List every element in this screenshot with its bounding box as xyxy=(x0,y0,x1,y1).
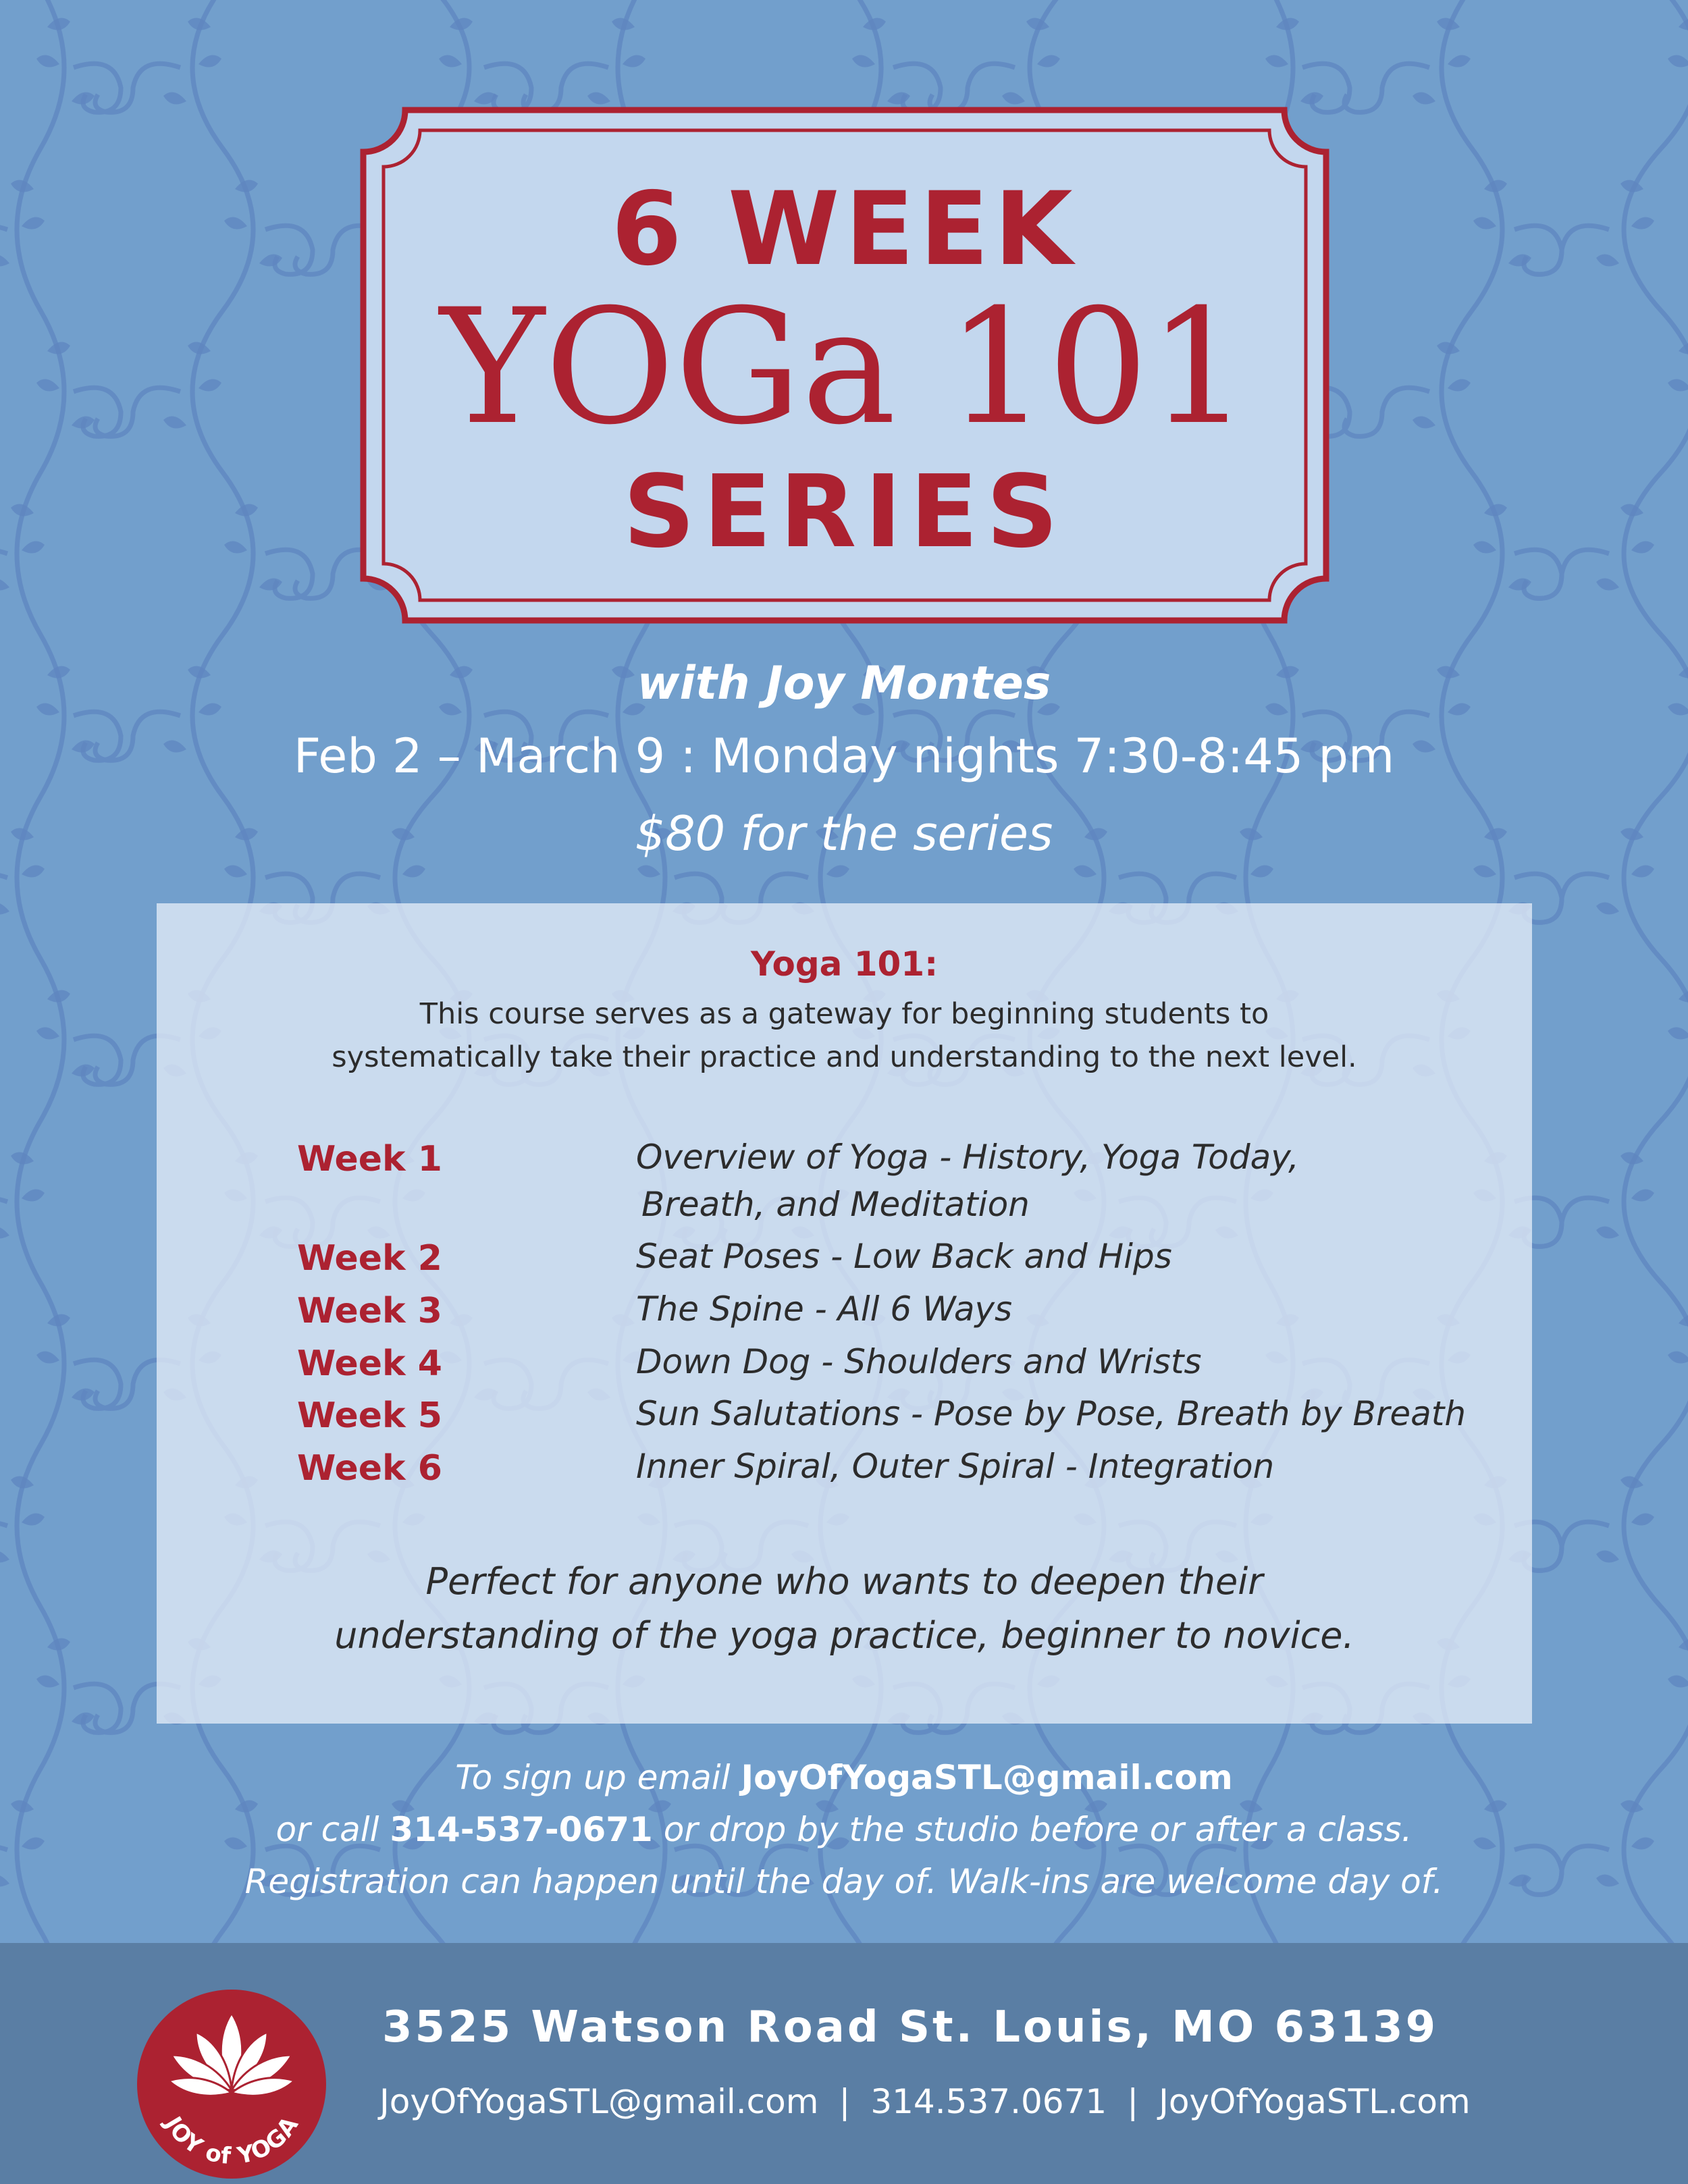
vine-leaf xyxy=(1437,342,1460,354)
vine-curl xyxy=(1344,388,1429,436)
vine-leaf xyxy=(1002,92,1025,105)
vine-leaf xyxy=(72,417,95,429)
vine-curl xyxy=(95,63,180,112)
vine-leaf xyxy=(1596,1227,1619,1239)
week-row-2 xyxy=(297,1232,1512,1285)
logo-text: JOY of YOGA xyxy=(159,2111,305,2170)
vine-leaf xyxy=(1413,417,1435,429)
week-topic: Overview of Yoga - History, Yoga Today, xyxy=(636,1138,1299,1177)
vine-leaf xyxy=(637,865,660,878)
vine-leaf xyxy=(1484,180,1507,192)
vine-leaf xyxy=(22,541,45,554)
signup-call-prefix: or call xyxy=(275,1810,390,1849)
vine-leaf xyxy=(852,55,875,68)
vine-leaf xyxy=(1631,541,1654,554)
vine-leaf xyxy=(0,579,9,591)
vine-curl xyxy=(0,874,7,922)
vine-leaf xyxy=(587,92,610,105)
vine-leaf xyxy=(623,55,645,68)
vine-curl xyxy=(1524,225,1609,274)
schedule-line: Feb 2 – March 9 : Monday nights 7:30-8:45 pm xyxy=(293,728,1395,784)
vine-leaf xyxy=(1448,55,1471,68)
vine-leaf xyxy=(11,504,34,516)
vine-leaf xyxy=(0,255,9,267)
vine-leaf xyxy=(1668,55,1688,68)
signup-call-suffix: or drop by the studio before or after a class. xyxy=(652,1810,1413,1849)
vine-leaf xyxy=(235,504,258,516)
week-row-6 xyxy=(297,1442,1512,1495)
vine-leaf xyxy=(1631,217,1654,230)
footer-bar xyxy=(0,1943,1688,2184)
vine-leaf xyxy=(1437,18,1460,30)
vine-leaf xyxy=(11,1152,34,1165)
course-description xyxy=(157,992,1532,1079)
vine-leaf xyxy=(1026,18,1049,30)
vine-leaf xyxy=(1596,1551,1619,1563)
week-label: Week 5 xyxy=(297,1395,442,1436)
vine-leaf xyxy=(1250,865,1273,878)
vine-curl xyxy=(0,1198,7,1246)
vine-leaf xyxy=(224,865,247,878)
vine-leaf xyxy=(199,55,221,68)
vine-leaf xyxy=(224,217,247,230)
vine-curl xyxy=(1344,63,1429,112)
vine-leaf xyxy=(1484,504,1507,516)
price-line: $80 for the series xyxy=(635,806,1053,861)
vine-leaf xyxy=(1473,541,1496,554)
vine-leaf xyxy=(612,18,635,30)
vine-leaf xyxy=(1631,865,1654,878)
course-closing-text xyxy=(157,1555,1532,1663)
vine-leaf xyxy=(1508,255,1531,267)
vine-leaf xyxy=(1620,180,1643,192)
vine-leaf xyxy=(188,342,211,354)
week-label: Week 3 xyxy=(297,1291,442,1331)
vine-leaf xyxy=(72,1713,95,1725)
week-label: Week 4 xyxy=(297,1343,442,1384)
week-row-5 xyxy=(297,1389,1512,1442)
instructor-line: with Joy Montes xyxy=(637,657,1051,710)
signup-phone-link[interactable]: 314-537-0671 xyxy=(390,1810,653,1849)
studio-address: 3525 Watson Road St. Louis, MO 63139 xyxy=(382,2002,1439,2052)
vine-leaf xyxy=(1668,1028,1688,1040)
vine-leaf xyxy=(47,342,70,354)
signup-email-link[interactable]: JoyOfYogaSTL@gmail.com xyxy=(741,1758,1233,1797)
vine-leaf xyxy=(47,18,70,30)
vine-curl xyxy=(1524,874,1609,922)
vine-leaf xyxy=(1473,865,1496,878)
vine-leaf xyxy=(1413,92,1435,105)
week-topic-continued: Breath, and Meditation xyxy=(641,1185,1030,1224)
week-row-1-continued xyxy=(297,1180,1512,1233)
vine-leaf xyxy=(1508,579,1531,591)
vine-curl xyxy=(265,550,313,598)
vine-stem xyxy=(1624,0,1688,1944)
week-row-4 xyxy=(297,1337,1512,1390)
vine-leaf xyxy=(259,579,282,591)
vine-leaf xyxy=(11,1476,34,1489)
course-details-box xyxy=(157,903,1532,1724)
vine-leaf xyxy=(1596,255,1619,267)
vine-leaf xyxy=(22,865,45,878)
vine-curl xyxy=(0,225,7,274)
week-topic: Sun Salutations - Pose by Pose, Breath by Breath xyxy=(636,1394,1467,1433)
title-line-yoga-101: YOGa 101 xyxy=(440,275,1250,460)
vine-leaf xyxy=(1265,55,1288,68)
vine-leaf xyxy=(1668,1676,1688,1688)
vine-leaf xyxy=(1037,55,1060,68)
vine-leaf xyxy=(1300,92,1323,105)
week-label: Week 2 xyxy=(297,1238,442,1279)
joy-of-yoga-logo xyxy=(135,1988,328,2181)
vine-leaf xyxy=(439,55,462,68)
vine-leaf xyxy=(72,1389,95,1401)
vine-leaf xyxy=(259,255,282,267)
course-description-line: This course serves as a gateway for beginning students to xyxy=(419,997,1269,1031)
vine-leaf xyxy=(1276,18,1299,30)
course-description-line: systematically take their practice and understanding to the next level. xyxy=(332,1040,1357,1074)
vine-leaf xyxy=(36,55,59,68)
vine-leaf xyxy=(0,1551,9,1563)
title-line-weeks: 6 WEEK xyxy=(611,171,1078,288)
vine-curl xyxy=(1524,1522,1609,1570)
vine-leaf xyxy=(1448,379,1471,392)
vine-leaf xyxy=(47,990,70,1003)
week-row-1 xyxy=(297,1133,1512,1186)
vine-leaf xyxy=(235,180,258,192)
vine-leaf xyxy=(1668,1352,1688,1364)
title-plaque xyxy=(358,105,1331,626)
vine-leaf xyxy=(1473,217,1496,230)
vine-leaf xyxy=(1074,865,1097,878)
vine-leaf xyxy=(22,1190,45,1202)
footer-phone-link[interactable]: 314.537.0671 xyxy=(870,2082,1107,2121)
signup-instructions xyxy=(0,1752,1688,1908)
vine-leaf xyxy=(402,865,425,878)
vine-leaf xyxy=(36,379,59,392)
vine-leaf xyxy=(163,417,186,429)
week-topic: Seat Poses - Low Back and Hips xyxy=(636,1237,1172,1276)
vine-leaf xyxy=(1631,1514,1654,1526)
vine-leaf xyxy=(36,1028,59,1040)
course-heading: Yoga 101: xyxy=(750,944,939,984)
vine-leaf xyxy=(22,1514,45,1526)
week-label: Week 6 xyxy=(297,1448,442,1489)
vine-leaf xyxy=(1596,579,1619,591)
signup-email-prefix: To sign up email xyxy=(455,1758,741,1797)
vine-leaf xyxy=(1631,1190,1654,1202)
footer-separator: | xyxy=(1127,2082,1139,2121)
vine-leaf xyxy=(47,1314,70,1327)
vine-leaf xyxy=(1596,903,1619,915)
week-topic: The Spine - All 6 Ways xyxy=(636,1289,1013,1329)
vine-curl xyxy=(1524,550,1609,598)
vine-leaf xyxy=(22,217,45,230)
vine-leaf xyxy=(1620,1152,1643,1165)
footer-email-link[interactable]: JoyOfYogaSTL@gmail.com xyxy=(379,2082,819,2121)
closing-line: Perfect for anyone who wants to deepen their xyxy=(425,1560,1263,1603)
signup-line-2 xyxy=(0,1804,1688,1856)
vine-leaf xyxy=(1668,379,1688,392)
week-topic: Inner Spiral, Outer Spiral - Integration xyxy=(636,1447,1275,1486)
week-topic: Down Dog - Shoulders and Wrists xyxy=(636,1342,1202,1381)
vine-curl xyxy=(0,1522,7,1570)
vine-stem xyxy=(17,0,64,1944)
vine-leaf xyxy=(450,18,473,30)
vine-leaf xyxy=(188,18,211,30)
vine-leaf xyxy=(36,1676,59,1688)
vine-leaf xyxy=(72,92,95,105)
signup-line-3: Registration can happen until the day of. Walk-ins are welcome day of. xyxy=(244,1862,1444,1901)
closing-line: understanding of the yoga practice, beginner to novice. xyxy=(334,1614,1354,1657)
vine-leaf xyxy=(224,541,247,554)
vine-leaf xyxy=(199,379,221,392)
vine-leaf xyxy=(1620,1476,1643,1489)
vine-leaf xyxy=(863,18,886,30)
vine-leaf xyxy=(0,903,9,915)
vine-leaf xyxy=(0,1227,9,1239)
signup-line-1 xyxy=(0,1752,1688,1804)
week-label: Week 1 xyxy=(297,1139,442,1179)
vine-leaf xyxy=(72,1065,95,1077)
vine-curl xyxy=(0,550,7,598)
vine-curl xyxy=(1524,1198,1609,1246)
footer-separator: | xyxy=(839,2082,851,2121)
vine-leaf xyxy=(47,1639,70,1651)
footer-website-link[interactable]: JoyOfYogaSTL.com xyxy=(1159,2082,1471,2121)
title-line-series: SERIES xyxy=(623,454,1067,570)
vine-curl xyxy=(95,388,180,436)
vine-leaf xyxy=(826,865,849,878)
vine-leaf xyxy=(36,1352,59,1364)
vine-curl xyxy=(265,225,313,274)
week-row-3 xyxy=(297,1285,1512,1337)
vine-leaf xyxy=(163,92,186,105)
vine-leaf xyxy=(11,180,34,192)
footer-contacts xyxy=(379,2075,1471,2129)
vine-leaf xyxy=(1620,504,1643,516)
vine-leaf xyxy=(887,92,910,105)
